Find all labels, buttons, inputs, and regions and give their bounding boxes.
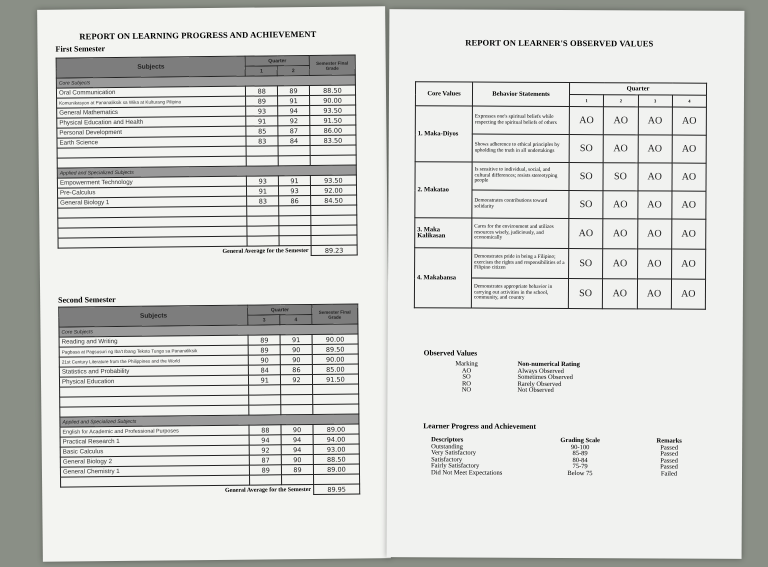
general-average-label: General Average for the Semester (222, 247, 309, 255)
table-row: Basic Calculus 92 94 93.00 (60, 444, 359, 457)
behavior-header: Behavior Statements (472, 82, 569, 107)
table-row: Personal Development 85 87 86.00 (57, 125, 356, 138)
second-semester-table (58, 303, 360, 497)
general-average-label: General Average for the Semester (224, 486, 312, 494)
table-row: 2. Makatao Is sensitive to individual, social, and cultural differences; resists stereotyping people SO SO AO AO (415, 162, 706, 192)
progress-title: Learner Progress and Achievement (423, 421, 536, 431)
remarks-column: Remarks Passed Passed Passed Passed Failed (656, 437, 682, 478)
table-row: General Biology 1 83 86 84.50 (58, 195, 357, 208)
table-row: Pre-Calculus 91 93 92.00 (57, 185, 356, 198)
grading-scale-column: Grading Scale 90-100 85-89 80-84 75-79 Below 75 (560, 436, 600, 477)
table-row: Pagbasa at Pagsusuri ng Iba't Ibang Teksto Tungo sa Pananaliksik 89 90 89.50 (59, 344, 358, 357)
core-subjects-label: Core Subjects (59, 324, 358, 337)
core-subjects-label: Core Subjects (56, 75, 355, 88)
marking-column: Marking AO SO RO NO (455, 360, 478, 394)
table-row: General Chemistry 1 89 89 89.00 (60, 464, 359, 477)
rating-column: Non-numerical Rating Always Observed Sometimes Observed Rarely Observed Not Observed (517, 360, 580, 394)
table-row: Oral Communication 88 89 88.50 (56, 85, 355, 98)
first-semester-label: First Semester (55, 44, 106, 54)
q1-header: 1 (246, 66, 278, 76)
table-row: Reading and Writing 89 91 90.00 (59, 334, 358, 347)
table-row: Practical Research 1 94 94 94.00 (60, 434, 359, 447)
table-row: General Mathematics 93 94 93.50 (57, 105, 356, 118)
right-page (387, 9, 745, 559)
core-value: 2. Makatao (415, 162, 472, 218)
quarter-header: Quarter (248, 304, 312, 315)
observed-values-title: Observed Values (423, 348, 478, 358)
page-title-learning: REPORT ON LEARNING PROGRESS AND ACHIEVEMENT (79, 28, 317, 42)
table-row: Empowerment Technology 93 91 93.50 (57, 175, 356, 188)
final-grade-header: Semester Final Grade (312, 304, 358, 324)
table-row: 3. Maka Kalikasan Cares for the environment and utilizes resources wisely, judiciously, and economically AO AO AO AO (415, 218, 706, 250)
page-title-values: REPORT ON LEARNER'S OBSERVED VALUES (465, 37, 654, 49)
general-average-value: 89.95 (313, 484, 359, 494)
q3-header: 3 (248, 315, 280, 325)
core-values-header: Core Values (415, 82, 472, 106)
table-row: 1. Maka-Diyos Expresses one's spiritual beliefs while respecting the spiritual beliefs of others AO AO AO AO (415, 106, 706, 136)
table-row: English for Academic and Professional Purposes 88 90 89.00 (60, 424, 359, 437)
final-grade-header: Semester Final Grade (309, 55, 355, 75)
applied-subjects-label: Applied and Specialized Subjects (57, 165, 356, 178)
core-value: 1. Maka-Diyos (415, 106, 472, 162)
subjects-header: Subjects (59, 305, 249, 327)
applied-subjects-label: Applied and Specialized Subjects (60, 414, 359, 427)
table-row: 21st Century Literature from the Philippines and the World 90 90 90.00 (59, 354, 358, 367)
q2-header: 2 (277, 65, 309, 75)
table-row: Physical Education 91 92 91.50 (59, 374, 358, 387)
table-row: Physical Education and Health 91 92 91.50 (57, 115, 356, 128)
table-row: Earth Science 83 84 83.50 (57, 135, 356, 148)
table-row: Komunikasyon at Pananaliksik sa Wika at Kulturang Pilipino 89 91 90.00 (57, 95, 356, 108)
observed-values-table: Core Values Behavior Statements Quarter 1 2 3 4 1. Maka-Diyos Expresses one's spiritual beliefs while respecting the spiritual beliefs of others AO AO AO AO Shows adherence to ethical principles by upholding the truth in all undertakings SO AO AO AO 2. Makatao Is sensitive to individual, social, and cultural differences; resists stereotyping people SO SO AO AO Demonstrates contributions toward solidarity SO AO AO AO 3. Maka Kalikasan Cares for the environment and utilizes resources wisely, judiciously, and economically AO AO AO AO 4. Makabansa Demonstrates pride in being a Filipino; exercises the rights and responsibilities of a Filipino citizen SO AO AO AO Demonstrates appropriate behavior in carrying out activities in the school, community, and country SO AO AO AO (414, 81, 707, 310)
quarter-header: Quarter (569, 83, 706, 96)
q4-header: 4 (280, 314, 312, 324)
table-row: Shows adherence to ethical principles by upholding the truth in all undertakings SO AO AO AO (415, 134, 706, 164)
descriptors-column: Descriptors Outstanding Very Satisfactory Satisfactory Fairly Satisfactory Did Not Meet Expectations (430, 436, 503, 477)
table-row: 4. Makabansa Demonstrates pride in being a Filipino; exercises the rights and responsibilities of a Filipino citizen SO AO AO AO (415, 248, 706, 280)
left-page (37, 6, 391, 562)
table-row: Demonstrates appropriate behavior in carrying out activities in the school, community, and country SO AO AO AO (414, 278, 705, 310)
table-row: General Biology 2 87 90 88.50 (60, 454, 359, 467)
first-semester-table (56, 55, 358, 259)
quarter-header: Quarter (246, 55, 310, 66)
table-row: Demonstrates contributions toward solidarity SO AO AO AO (415, 190, 706, 220)
general-average-value: 89.23 (311, 245, 357, 255)
core-value: 4. Makabansa (414, 248, 471, 308)
second-semester-label: Second Semester (58, 295, 116, 305)
core-value: 3. Maka Kalikasan (415, 218, 472, 248)
subjects-header: Subjects (56, 56, 246, 78)
table-row: Statistics and Probability 84 86 85.00 (59, 364, 358, 377)
